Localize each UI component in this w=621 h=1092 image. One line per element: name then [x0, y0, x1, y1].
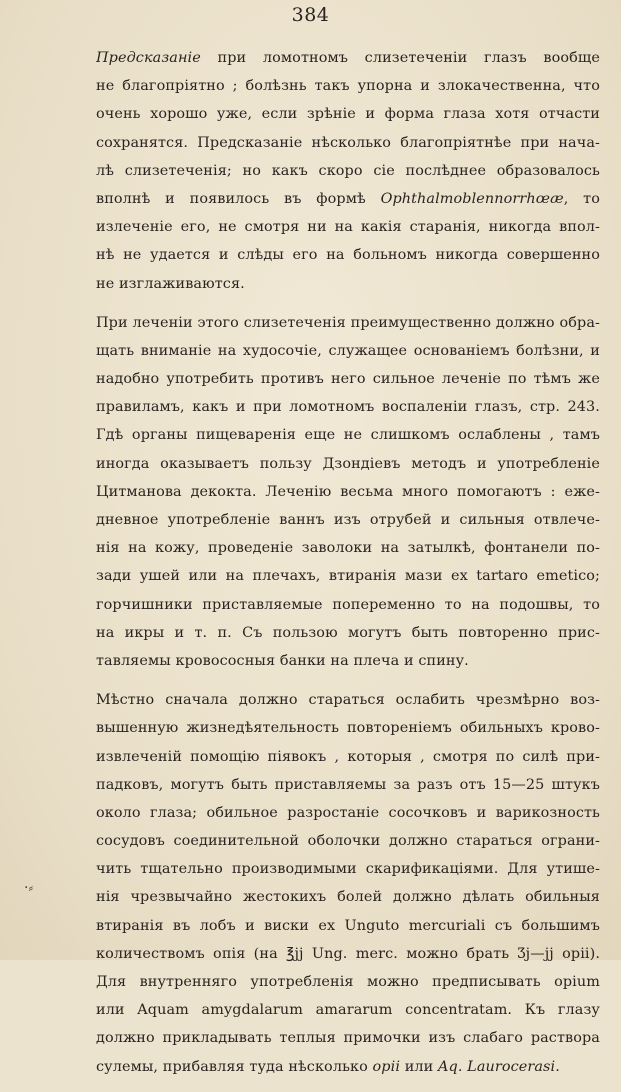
text-line [96, 213, 600, 241]
text-line [96, 72, 600, 100]
line-text: нія чрезвычайно жестокихъ болей должно дѣлать обильныя [96, 889, 600, 906]
text-line [96, 129, 600, 157]
text-line [96, 534, 600, 562]
line-text: лѣ слизетеченія; но какъ скоро сіе послѣднее образовалось [96, 162, 600, 179]
line-text: при ломотномъ слизетеченіи глазъ вообще [200, 50, 600, 66]
italic-term: Предсказаніе [96, 50, 201, 66]
line-text: Цитманова декокта. Леченію весьма много помогаютъ : еже- [96, 483, 600, 500]
text-line [96, 771, 600, 799]
line-text: правиламъ, какъ и при ломотномъ воспаленіи глазъ, стр. 243. [96, 399, 600, 416]
line-text: вышенную жизнедѣятельность повтореніемъ обильныхъ крово- [96, 720, 600, 737]
line-text: не изглаживаются. [96, 275, 245, 292]
paragraph [96, 44, 600, 298]
text-line [96, 855, 600, 883]
text-line [96, 506, 600, 534]
line-text: втиранія въ лобъ и виски ex Unguto mercuriali съ большимъ [96, 917, 600, 934]
line-text: Для внутренняго употребленія можно предписывать opium [96, 974, 600, 990]
line-text: нія на кожу, проведеніе заволоки на затылкѣ, фонтанели по- [96, 540, 600, 557]
line-text: нѣ не удается и слѣды его на больномъ никогда совершенно [96, 247, 600, 264]
text-line [96, 799, 600, 827]
line-text: сохранятся. Предсказаніе нѣсколько благопріятнѣе при нача- [96, 134, 600, 151]
margin-mark: ·⸗ [24, 880, 34, 896]
text-line [96, 827, 600, 855]
text-line [96, 309, 600, 337]
text-line [96, 157, 600, 185]
line-text: сосудовъ соединительной оболочки должно стараться ограни- [96, 833, 600, 850]
italic-term: Ophthalmoblennorrhœæ [380, 190, 564, 207]
text-line [96, 883, 600, 911]
line-text: очень хорошо уже, если зрѣніе и форма глаза хотя отчасти [96, 106, 600, 123]
line-text: Гдѣ органы пищеваренія еще не слишкомъ ослаблены , тамъ [96, 427, 600, 444]
text-line [96, 996, 600, 1024]
text-line [96, 450, 600, 478]
text-line [96, 100, 600, 128]
page-number: 384 [291, 4, 330, 26]
line-text: должно прикладывать теплыя примочки изъ слабаго раствора [96, 1030, 600, 1047]
line-text: вполнѣ и появилось въ формѣ [96, 190, 381, 207]
text-line [96, 714, 600, 742]
text-line [96, 393, 600, 421]
text-line [96, 968, 600, 996]
text-line [96, 365, 600, 393]
text-line [96, 562, 600, 590]
text-line [96, 940, 600, 968]
line-text: щать вниманіе на худосочіе, служащее основаніемъ болѣзни, и [96, 342, 600, 359]
italic-term: opii [372, 1058, 401, 1075]
line-text: надобно употребить противъ него сильное леченіе по тѣмъ же [96, 371, 600, 388]
line-text: сулемы, прибавляя туда нѣсколько [96, 1058, 373, 1075]
line-text: Мѣстно сначала должно стараться ослабить чрезмѣрно воз- [96, 692, 600, 709]
line-text: извлеченій помощію піявокъ , которыя , смотря по силѣ при- [96, 748, 600, 765]
text-line [96, 619, 600, 647]
text-line [96, 44, 600, 72]
text-line [96, 743, 600, 771]
text-line [96, 1053, 600, 1081]
line-text: не благопріятно ; болѣзнь такъ упорна и злокачественна, что [96, 78, 600, 95]
line-text: горчишники приставляемые попеременно то на подошвы, то [96, 596, 600, 613]
text-line [96, 478, 600, 506]
text-line [96, 337, 600, 365]
line-text: на икры и т. п. Съ пользою могутъ быть повторенно прис- [96, 624, 600, 641]
text-line [96, 647, 600, 675]
text-line [96, 241, 600, 269]
line-text: около глаза; обильное разростаніе сосочковъ и варикозность [96, 804, 600, 821]
line-text: количествомъ опія (на ℥jj Ung. merc. можно брать Ʒj—jj opii). [96, 945, 600, 962]
text-line [96, 270, 600, 298]
line-text: , то [563, 190, 600, 207]
paragraph [96, 686, 600, 1081]
line-text: зади ушей или на плечахъ, втиранія мази ex tartaro emetico; [96, 568, 600, 585]
italic-term: Aq. Laurocerasi. [438, 1058, 560, 1075]
text-line [96, 421, 600, 449]
paragraph [96, 309, 600, 675]
line-text: излеченіе его, не смотря ни на какія старанія, никогда впол- [96, 219, 600, 236]
text-line [96, 185, 600, 213]
line-text: или Aquam amygdalarum amararum concentratam. Къ глазу [96, 1002, 600, 1019]
text-body [96, 44, 600, 1092]
line-text: дневное употребленіе ваннъ изъ отрубей и сильныя отвлече- [96, 512, 600, 528]
line-text: тавляемы кровососныя банки на плеча и спину. [96, 652, 469, 669]
line-text: При леченіи этого слизетеченія преимущественно должно обра- [96, 314, 600, 331]
line-text: иногда оказываетъ пользу Дзондіевъ методъ и употребленіе [96, 455, 600, 472]
text-line [96, 686, 600, 714]
line-text: падковъ, могутъ быть приставляемы за разъ отъ 15—25 штукъ [96, 776, 600, 793]
text-line [96, 1024, 600, 1052]
line-text: или [400, 1058, 439, 1075]
text-line [96, 591, 600, 619]
line-text: чить тщательно производимыми скарификаціями. Для утише- [96, 861, 600, 878]
text-line [96, 912, 600, 940]
